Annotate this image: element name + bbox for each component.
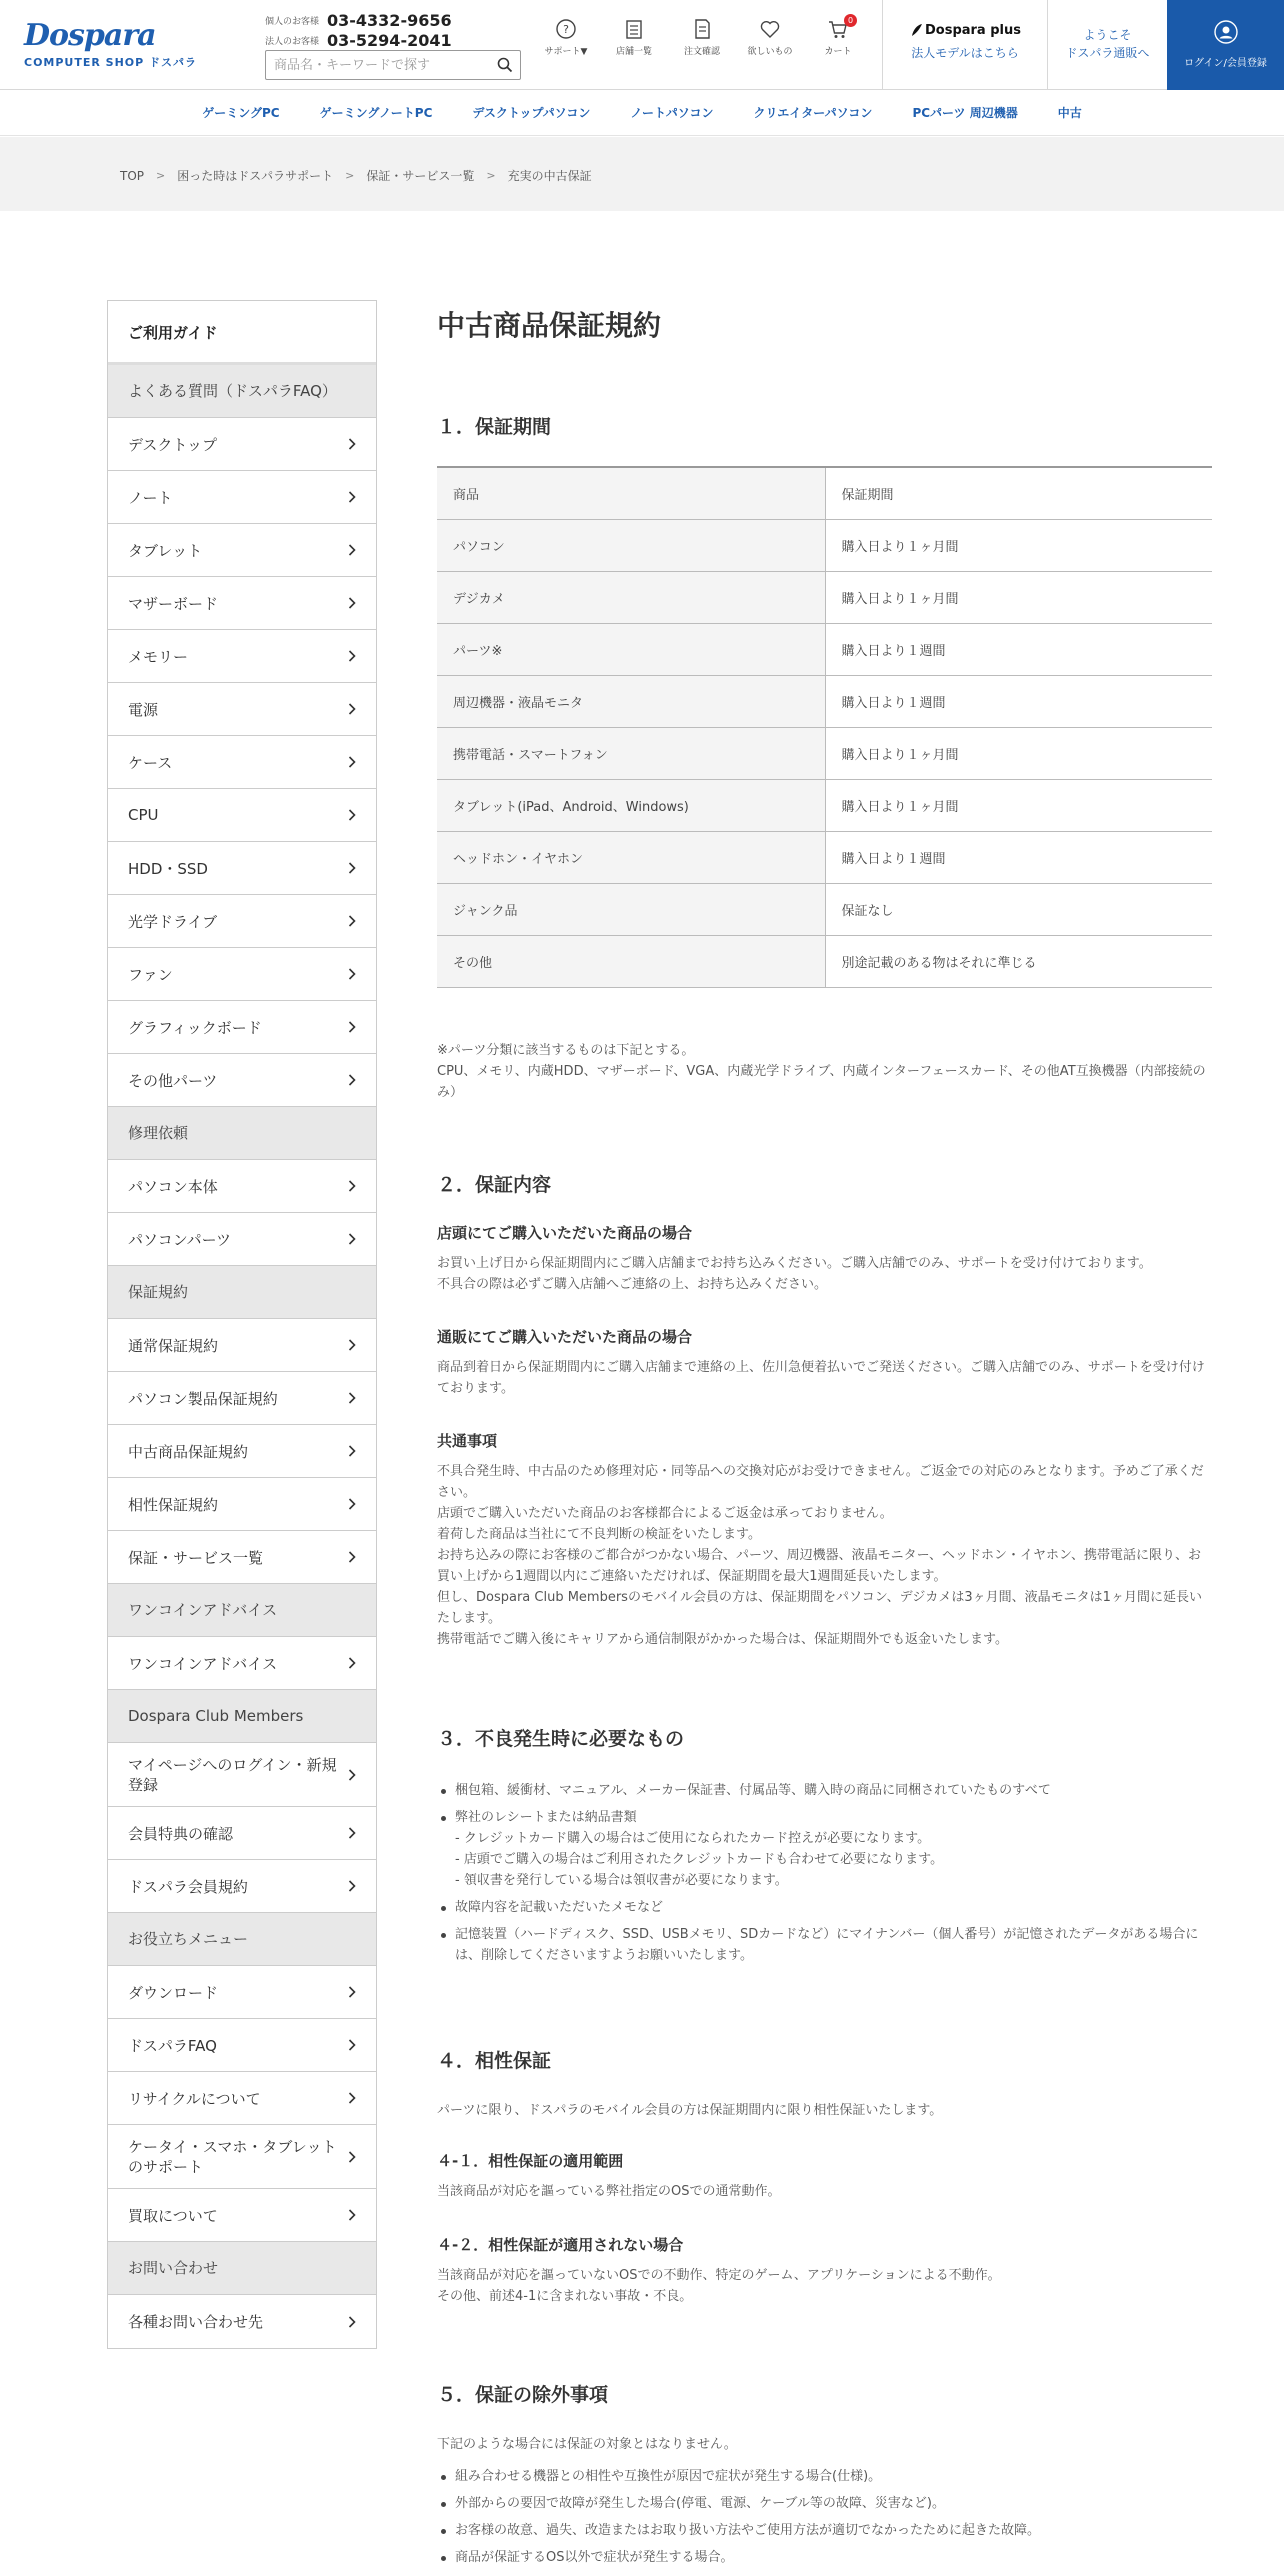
sidebar-item-label: ダウンロード (128, 1983, 219, 2002)
mail-purchase-block (437, 1326, 1212, 1399)
text-line: - 店頭でご購入の場合はご利用されたクレジットカードも合わせて必要になります。 (455, 1852, 944, 1867)
chevron-right-icon (348, 2316, 356, 2328)
sidebar-item[interactable] (108, 2125, 376, 2189)
list-item: 組み合わせる機器との相性や互換性が原因で症状が発生する場合(仕様)。 (437, 2466, 1212, 2487)
order-check-link[interactable] (668, 18, 736, 57)
sidebar-item[interactable] (108, 524, 376, 577)
period-cell: 購入日より１ヶ月間 (825, 727, 1212, 779)
text-line: 当該商品が対応を謳っていないOSでの不動作、特定のゲーム、アプリケーションによる不動作。 (437, 2268, 1001, 2283)
chevron-right-icon (348, 1769, 356, 1781)
section-title: ５．保証の除外事項 (437, 2384, 609, 2406)
chevron-right-icon (348, 703, 356, 715)
section-title: ４．相性保証 (437, 2050, 552, 2072)
nav-icon-label: 欲しいもの (747, 47, 793, 57)
sidebar-item[interactable] (108, 1807, 376, 1860)
sidebar-item-label: 保証・サービス一覧 (128, 1548, 264, 1567)
section-exclusions (437, 2380, 1212, 2407)
sidebar-item-label: ファン (128, 965, 173, 984)
sidebar-item-label: ケータイ・スマホ・タブレットのサポート (128, 2137, 337, 2176)
section-required-items (437, 1724, 1212, 1751)
sidebar-title: ご利用ガイド (108, 301, 376, 365)
section-warranty-content (437, 1170, 1212, 1197)
sub-title: 店頭にてご購入いただいた商品の場合 (437, 1224, 693, 1242)
common-terms-block (437, 1430, 1212, 1650)
sidebar-item[interactable] (108, 1637, 376, 1690)
heart-icon (759, 18, 781, 40)
sidebar-item-label: 会員特典の確認 (128, 1824, 234, 1843)
order-icon (691, 18, 713, 40)
sidebar-item[interactable] (108, 895, 376, 948)
table-row (437, 935, 1212, 987)
chevron-right-icon (348, 1021, 356, 1033)
sidebar-item[interactable] (108, 736, 376, 789)
list-item: 外部からの要因で故障が発生した場合(停電、電源、ケーブル等の故障、災害など)。 (437, 2493, 1212, 2514)
compatibility-scope-block (437, 2150, 1212, 2202)
welcome-message (1047, 0, 1167, 90)
chevron-right-icon (348, 756, 356, 768)
period-cell: 購入日より１週間 (825, 675, 1212, 727)
list-item (437, 1780, 1212, 1801)
period-cell: 購入日より１週間 (825, 831, 1212, 883)
sidebar-item[interactable] (108, 1966, 376, 2019)
phone-label: 個人のお客様 (265, 16, 320, 27)
svg-text:?: ? (563, 23, 569, 36)
product-cell: タブレット(iPad、Android、Windows) (437, 779, 825, 831)
sidebar-item-label: 各種お問い合わせ先 (128, 2313, 264, 2331)
sidebar-item[interactable] (108, 418, 376, 471)
chevron-right-icon: > (486, 169, 496, 182)
sidebar-item-label: マザーボード (128, 594, 219, 613)
compatibility-intro (437, 2100, 1212, 2121)
chevron-right-icon (348, 491, 356, 503)
exclusions-intro (437, 2434, 1212, 2455)
search-input[interactable] (266, 52, 490, 78)
sidebar-item[interactable] (108, 1478, 376, 1531)
plus-brand (883, 22, 1047, 38)
chevron-right-icon (348, 1180, 356, 1192)
text-line: - 領収書を発行している場合は領収書が必要になります。 (455, 1873, 788, 1888)
list-item: 商品が保証するOS以外で症状が発生する場合。 (437, 2547, 1212, 2568)
body-text (437, 1461, 1212, 1650)
section-title-warranty-period: １．保証期間 (437, 416, 552, 438)
sidebar-item-label: ケース (128, 753, 173, 772)
chevron-right-icon (348, 1657, 356, 1669)
sidebar-item[interactable] (108, 789, 376, 842)
question-icon (555, 18, 577, 40)
sidebar-item-label: 電源 (128, 700, 159, 719)
chevron-right-icon (348, 2151, 356, 2163)
chevron-right-icon (348, 597, 356, 609)
sidebar-item-label: CPU (128, 806, 159, 824)
chevron-right-icon (348, 1392, 356, 1404)
section-compatibility (437, 2046, 1212, 2073)
text-line: 故障内容を記載いただいたメモなど (455, 1900, 664, 1915)
sidebar-item-label: グラフィックボード (128, 1018, 262, 1037)
dospara-plus-logo-icon (909, 22, 925, 38)
welcome-line: ようこそ (1083, 28, 1132, 42)
chevron-right-icon (348, 2209, 356, 2221)
text-line: 弊社のレシートまたは納品書類 (455, 1810, 637, 1825)
chevron-right-icon (348, 915, 356, 927)
product-cell: ヘッドホン・イヤホン (437, 831, 825, 883)
required-items-list (437, 1780, 1212, 1972)
wishlist-link[interactable] (736, 18, 804, 57)
text-line: お買い上げ日から保証期間内にご購入店舗までお持ち込みください。ご購入店舗でのみ、サポートを受け付けております。 (437, 1256, 1152, 1271)
product-cell: 商品 (437, 467, 825, 519)
chevron-right-icon (348, 1551, 356, 1563)
sidebar-item[interactable] (108, 471, 376, 524)
sidebar-item-label: タブレット (128, 541, 203, 560)
sidebar-item[interactable] (108, 1425, 376, 1478)
sidebar-item[interactable] (108, 1054, 376, 1107)
sidebar-item-label: その他パーツ (128, 1071, 218, 1090)
body-text: 当該商品が対応を謳っている弊社指定のOSでの通常動作。 (437, 2184, 781, 2199)
header-icon-nav (532, 18, 872, 57)
sidebar-item-label: リサイクルについて (128, 2089, 261, 2108)
product-cell: 携帯電話・スマートフォン (437, 727, 825, 779)
phone-corporate (265, 30, 525, 50)
sidebar-section-heading: 保証規約 (108, 1266, 376, 1319)
list-item: お客様の故意、過失、改造またはお取り扱い方法やご使用方法が適切でなかったために起きた故障。 (437, 2520, 1212, 2541)
period-cell: 別途記載のある物はそれに準じる (825, 935, 1212, 987)
note-line: ※パーツ分類に該当するものは下記とする。 (437, 1043, 695, 1058)
nav-icon-label: 店舗一覧 (615, 47, 652, 57)
sidebar-item[interactable] (108, 577, 376, 630)
sidebar-section-heading: お役立ちメニュー (108, 1913, 376, 1966)
chevron-right-icon: > (156, 169, 166, 182)
body-text: 下記のような場合には保証の対象とはなりません。 (437, 2437, 737, 2452)
sidebar-section-heading: 修理依頼 (108, 1107, 376, 1160)
welcome-line: ドスパラ通販へ (1065, 46, 1150, 60)
breadcrumb-current[interactable]: 充実の中古保証 (507, 169, 592, 183)
note-line: CPU、メモリ、内蔵HDD、マザーボード、VGA、内蔵光学ドライブ、内蔵インターフェースカード、その他AT互換機器（内部接続のみ） (437, 1064, 1206, 1100)
chevron-right-icon (348, 1074, 356, 1086)
list-item (437, 1924, 1212, 1966)
sub-title: ４-１．相性保証の適用範囲 (437, 2152, 624, 2170)
catnav-creator[interactable]: クリエイターパソコン (753, 106, 873, 120)
sidebar-item[interactable] (108, 2189, 376, 2242)
sidebar-item[interactable] (108, 1319, 376, 1372)
sidebar-item[interactable] (108, 842, 376, 895)
body-text (437, 2265, 1212, 2307)
chevron-right-icon (348, 1986, 356, 1998)
sub-title: 通販にてご購入いただいた商品の場合 (437, 1328, 693, 1346)
section-title: ２．保証内容 (437, 1174, 552, 1196)
logo-subtitle: COMPUTER SHOP ドスパラ (24, 56, 197, 69)
table-row (437, 675, 1212, 727)
sidebar-item-label: パソコン本体 (128, 1177, 218, 1196)
breadcrumb-link[interactable]: 困った時はドスパラサポート (177, 169, 334, 183)
sidebar-item-label: ノート (128, 488, 173, 507)
sidebar-item-label: 買取について (128, 2206, 218, 2225)
phone-numbers (265, 10, 525, 50)
sidebar-section-heading: ワンコインアドバイス (108, 1584, 376, 1637)
sub-title: ４-２．相性保証が適用されない場合 (437, 2236, 684, 2254)
sidebar-item-label: 通常保証規約 (128, 1336, 219, 1355)
site-header (0, 0, 1284, 90)
list-item (437, 1897, 1212, 1918)
chevron-right-icon (348, 2092, 356, 2104)
store-list-link[interactable] (600, 18, 668, 57)
catnav-gaming-notebook[interactable]: ゲーミングノートPC (319, 106, 433, 120)
sidebar-item-label: ワンコインアドバイス (128, 1654, 278, 1673)
sidebar-section-heading: Dospara Club Members (108, 1690, 376, 1743)
breadcrumb-link[interactable]: TOP (120, 168, 145, 183)
cart-count-badge: 0 (844, 14, 857, 27)
chevron-right-icon (348, 862, 356, 874)
chevron-right-icon (348, 1880, 356, 1892)
sidebar-section-heading: お問い合わせ (108, 2242, 376, 2295)
site-logo[interactable] (24, 20, 244, 68)
sidebar-item-label: HDD・SSD (128, 859, 208, 878)
breadcrumb-bar (0, 137, 1284, 211)
support-menu[interactable] (532, 18, 600, 57)
table-row (437, 571, 1212, 623)
table-row (437, 831, 1212, 883)
chevron-right-icon (348, 968, 356, 980)
text-line: 記憶装置（ハードディスク、SSD、USBメモリ、SDカードなど）にマイナンバー（個人番号）が記憶されたデータがある場合には、削除してくださいますようお願いいたします。 (455, 1927, 1199, 1963)
compatibility-exclusion-block (437, 2234, 1212, 2307)
nav-icon-label: 注文確認 (683, 47, 720, 57)
text-line: 不具合発生時、中古品のため修理対応・同等品への交換対応がお受けできません。ご返金での対応のみとなります。予めご了承ください。 (437, 1464, 1204, 1500)
search-icon (497, 57, 513, 73)
catnav-gaming-pc[interactable]: ゲーミングPC (202, 106, 280, 120)
period-cell: 保証なし (825, 883, 1212, 935)
phone-number[interactable]: 03-4332-9656 (327, 10, 452, 30)
nav-icon-label: カート (824, 47, 852, 57)
search-button[interactable] (490, 51, 520, 79)
table-row (437, 519, 1212, 571)
sidebar-item[interactable] (108, 2019, 376, 2072)
period-cell: 保証期間 (825, 467, 1212, 519)
sidebar-item[interactable] (108, 1213, 376, 1266)
chevron-right-icon (348, 2039, 356, 2051)
product-cell: パソコン (437, 519, 825, 571)
chevron-right-icon (348, 544, 356, 556)
sidebar-section-heading: よくある質問（ドスパラFAQ） (108, 365, 376, 418)
store-purchase-block (437, 1222, 1212, 1295)
sidebar-item[interactable] (108, 683, 376, 736)
sidebar-item-label: パソコンパーツ (128, 1230, 232, 1249)
body-text: パーツに限り、ドスパラのモバイル会員の方は保証期間内に限り相性保証いたします。 (437, 2103, 943, 2118)
sidebar-item[interactable] (108, 2295, 376, 2348)
chevron-right-icon (348, 1445, 356, 1457)
sidebar-item-label: 中古商品保証規約 (128, 1442, 249, 1461)
category-nav (0, 90, 1284, 136)
sidebar-item-label: ドスパラ会員規約 (128, 1877, 248, 1896)
catnav-notebook[interactable]: ノートパソコン (630, 106, 714, 120)
chevron-right-icon (348, 809, 356, 821)
page-title: 中古商品保証規約 (437, 309, 662, 342)
login-label: ログイン/会員登録 (1184, 58, 1267, 69)
section-title: ３．不良発生時に必要なもの (437, 1728, 685, 1750)
sidebar-item-label: ドスパラFAQ (128, 2036, 217, 2055)
sidebar-item-label: 光学ドライブ (128, 912, 218, 931)
text-line: 店頭でご購入いただいた商品のお客様都合によるご返金は承っておりません。 (437, 1506, 893, 1521)
sidebar-item-label: マイページへのログイン・新規登録 (128, 1755, 337, 1794)
chevron-right-icon (348, 1233, 356, 1245)
phone-number[interactable]: 03-5294-2041 (327, 30, 452, 50)
sidebar-item-label: パソコン製品保証規約 (128, 1389, 278, 1408)
period-cell: 購入日より１ヶ月間 (825, 519, 1212, 571)
period-cell: 購入日より１ヶ月間 (825, 571, 1212, 623)
chevron-right-icon (348, 438, 356, 450)
text-line: - クレジットカード購入の場合はご使用になられたカード控えが必要になります。 (455, 1831, 931, 1846)
dospara-plus-link[interactable] (883, 0, 1047, 90)
table-row (437, 623, 1212, 675)
sidebar-item[interactable] (108, 948, 376, 1001)
text-line: その他、前述4-1に含まれない事故・不良。 (437, 2289, 693, 2304)
warranty-period-table (437, 466, 1212, 988)
cart-link[interactable] (804, 18, 872, 57)
sidebar-item-label: 相性保証規約 (128, 1495, 219, 1514)
period-cell: 購入日より１ヶ月間 (825, 779, 1212, 831)
breadcrumb (120, 167, 592, 184)
parts-note (437, 1040, 1212, 1103)
text-line: 携帯電話でご購入後にキャリアから通信制限がかかった場合は、保証期間外でも返金いたします。 (437, 1632, 1008, 1647)
logo-wordmark: Dospara (24, 18, 156, 53)
sidebar-item[interactable] (108, 1531, 376, 1584)
plus-brand-label: Dospara plus (924, 22, 1021, 38)
login-button[interactable] (1167, 0, 1284, 90)
exclusions-list (437, 2466, 1212, 2568)
text-line: お持ち込みの際にお客様のご都合がつかない場合、パーツ、周辺機器、液晶モニター、ヘッドホン・イヤホン、携帯電話に限り、お買い上げから1週間以内にご連絡いただければ、保証期間を最大1週間延長いたします。 (437, 1548, 1202, 1584)
list-item (437, 1807, 1212, 1891)
period-cell: 購入日より１週間 (825, 623, 1212, 675)
phone-label: 法人のお客様 (265, 36, 320, 47)
table-row (437, 883, 1212, 935)
product-cell: ジャンク品 (437, 883, 825, 935)
product-cell: デジカメ (437, 571, 825, 623)
sidebar-item[interactable] (108, 2072, 376, 2125)
search-box (265, 50, 521, 80)
chevron-right-icon (348, 650, 356, 662)
sidebar-item[interactable] (108, 1160, 376, 1213)
nav-icon-label: サポート▼ (544, 47, 588, 57)
product-cell: パーツ※ (437, 623, 825, 675)
sidebar-item[interactable] (108, 1743, 376, 1807)
chevron-right-icon (348, 1339, 356, 1351)
text-line: 不具合の際は必ずご購入店舗へご連絡の上、お持ち込みください。 (437, 1277, 828, 1292)
chevron-right-icon: > (345, 169, 355, 182)
text-line: 商品到着日から保証期間内にご購入店舗まで連絡の上、佐川急便着払いでご発送ください。ご購入店舗でのみ、サポートを受け付けております。 (437, 1360, 1205, 1396)
sidebar-item-label: メモリー (128, 647, 189, 666)
sidebar-item[interactable] (108, 630, 376, 683)
catnav-parts[interactable]: PCパーツ 周辺機器 (912, 106, 1018, 120)
chevron-right-icon (348, 1827, 356, 1839)
store-icon (623, 18, 645, 40)
sidebar-item[interactable] (108, 1372, 376, 1425)
table-header-row (437, 467, 1212, 519)
text-line: 着荷した商品は当社にて不良判断の検証をいたします。 (437, 1527, 761, 1542)
sidebar-guide (107, 300, 377, 2349)
breadcrumb-link[interactable]: 保証・サービス一覧 (366, 169, 475, 183)
catnav-used[interactable]: 中古 (1057, 106, 1082, 120)
body-text (437, 1253, 1212, 1295)
main-content (437, 300, 1212, 2565)
product-cell: その他 (437, 935, 825, 987)
user-icon (1214, 20, 1238, 44)
chevron-right-icon (348, 1498, 356, 1510)
text-line: 但し、Dospara Club Membersのモバイル会員の方は、保証期間をパソコン、デジカメは3ヶ月間、液晶モニタは1ヶ月間に延長いたします。 (437, 1590, 1202, 1626)
sidebar-item-label: デスクトップ (128, 435, 217, 454)
table-row (437, 779, 1212, 831)
plus-link-label: 法人モデルはこちら (911, 46, 1019, 60)
sidebar-item[interactable] (108, 1860, 376, 1913)
text-line: 梱包箱、緩衝材、マニュアル、メーカー保証書、付属品等、購入時の商品に同梱されていたものすべて (455, 1783, 1051, 1798)
body-text (437, 1357, 1212, 1399)
table-row (437, 727, 1212, 779)
catnav-desktop[interactable]: デスクトップパソコン (472, 106, 591, 120)
phone-personal (265, 10, 525, 30)
product-cell: 周辺機器・液晶モニタ (437, 675, 825, 727)
sub-title: 共通事項 (437, 1432, 498, 1450)
sidebar-item[interactable] (108, 1001, 376, 1054)
